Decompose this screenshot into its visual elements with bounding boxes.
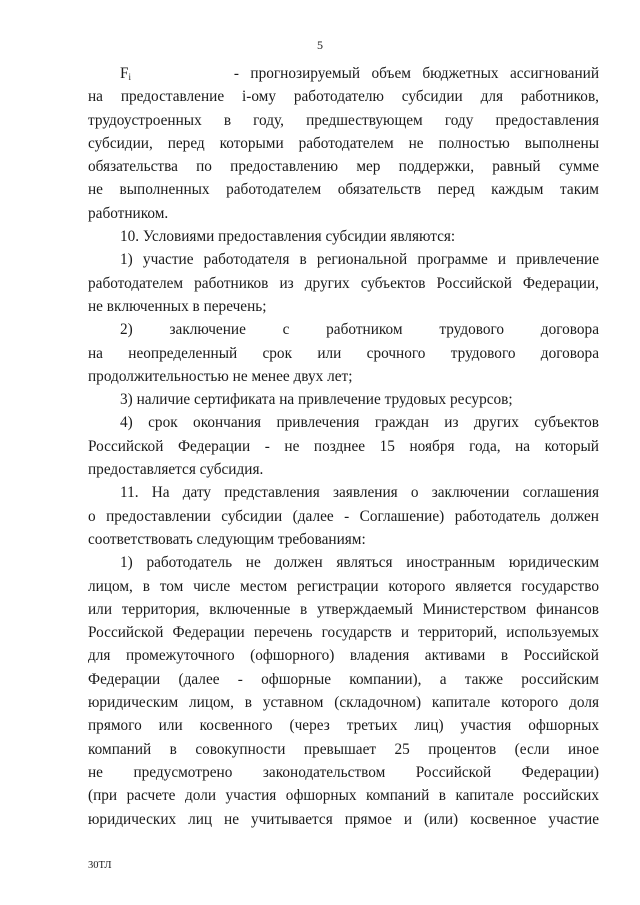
text-line-18: предоставляется субсидия. (88, 461, 264, 479)
text-line-11: не включенных в перечень; (88, 297, 267, 315)
text-line-3: трудоустроенных в году, предшествующем году предоставления (88, 111, 599, 129)
text-line-13: на неопределенный срок или срочного трудового договора (88, 344, 599, 362)
page-number: 5 (317, 38, 323, 52)
text-line-20: о предоставлении субсидии (далее - Соглашение) работодатель должен (88, 507, 599, 525)
text-line-33: юридических лиц не учитывается прямое и (или) косвенное участие (88, 810, 599, 828)
text-line-24: или территория, включенные в утверждаемый Министерством финансов (88, 600, 599, 618)
text-line-21: соответствовать следующим требованиям: (88, 530, 366, 548)
text-line-5: обязательства по предоставлению мер поддержки, равный сумме (88, 158, 599, 176)
footer-code: 30ТЛ (88, 860, 112, 871)
text-line-10: работодателем работников из других субъектов Российской Федерации, (88, 274, 599, 292)
text-line-4: субсидии, перед которыми работодателем не полностью выполнены (88, 134, 599, 152)
text-line-27: Федерации (далее - офшорные компании), а также российским (88, 670, 599, 688)
text-line-23: лицом, в том числе местом регистрации которого является государство (88, 577, 599, 595)
text-line-14: продолжительностью не менее двух лет; (88, 367, 353, 385)
text-line-12: 2) заключение с работником трудового договора (120, 321, 599, 339)
text-line-19: 11. На дату представления заявления о заключении соглашения (120, 484, 599, 502)
text-line-15: 3) наличие сертификата на привлечение трудовых ресурсов; (120, 391, 513, 409)
text-line-17: Российской Федерации - не позднее 15 ноября года, на который (88, 437, 599, 455)
text-line-29: прямого или косвенного (через третьих лиц) участия офшорных (88, 717, 599, 735)
text-line-32: (при расчете доли участия офшорных компаний в капитале российских (88, 787, 599, 805)
text-line-30: компаний в совокупности превышает 25 процентов (если иное (88, 740, 599, 758)
text-line-1: $F_i$ - прогнозируемый объем бюджетных ассигнований (120, 65, 600, 82)
text-line-31: не предусмотрено законодательством Российской Федерации) (88, 763, 599, 781)
variable-f-i: $F_i$ (120, 65, 132, 82)
text-line-9: 1) участие работодателя в региональной программе и привлечение (120, 251, 599, 269)
text-line-16: 4) срок окончания привлечения граждан из других субъектов (120, 414, 599, 432)
text-line-6: не выполненных работодателем обязательств перед каждым таким (88, 181, 599, 199)
text-line-26: для промежуточного (офшорного) владения активами в Российской (88, 647, 599, 665)
text-line-28: юридическим лицом, в уставном (складочном) капитале которого доля (88, 694, 599, 712)
text-line-22: 1) работодатель не должен являться иностранным юридическим (120, 554, 599, 572)
text-line-25: Российской Федерации перечень государств и территорий, используемых (88, 624, 599, 642)
text-line-2: на предоставление i-ому работодателю субсидии для работников, (88, 88, 599, 106)
text-line-8: 10. Условиями предоставления субсидии являются: (120, 228, 456, 246)
document-body (88, 62, 599, 831)
text-line-7: работником. (88, 204, 169, 222)
